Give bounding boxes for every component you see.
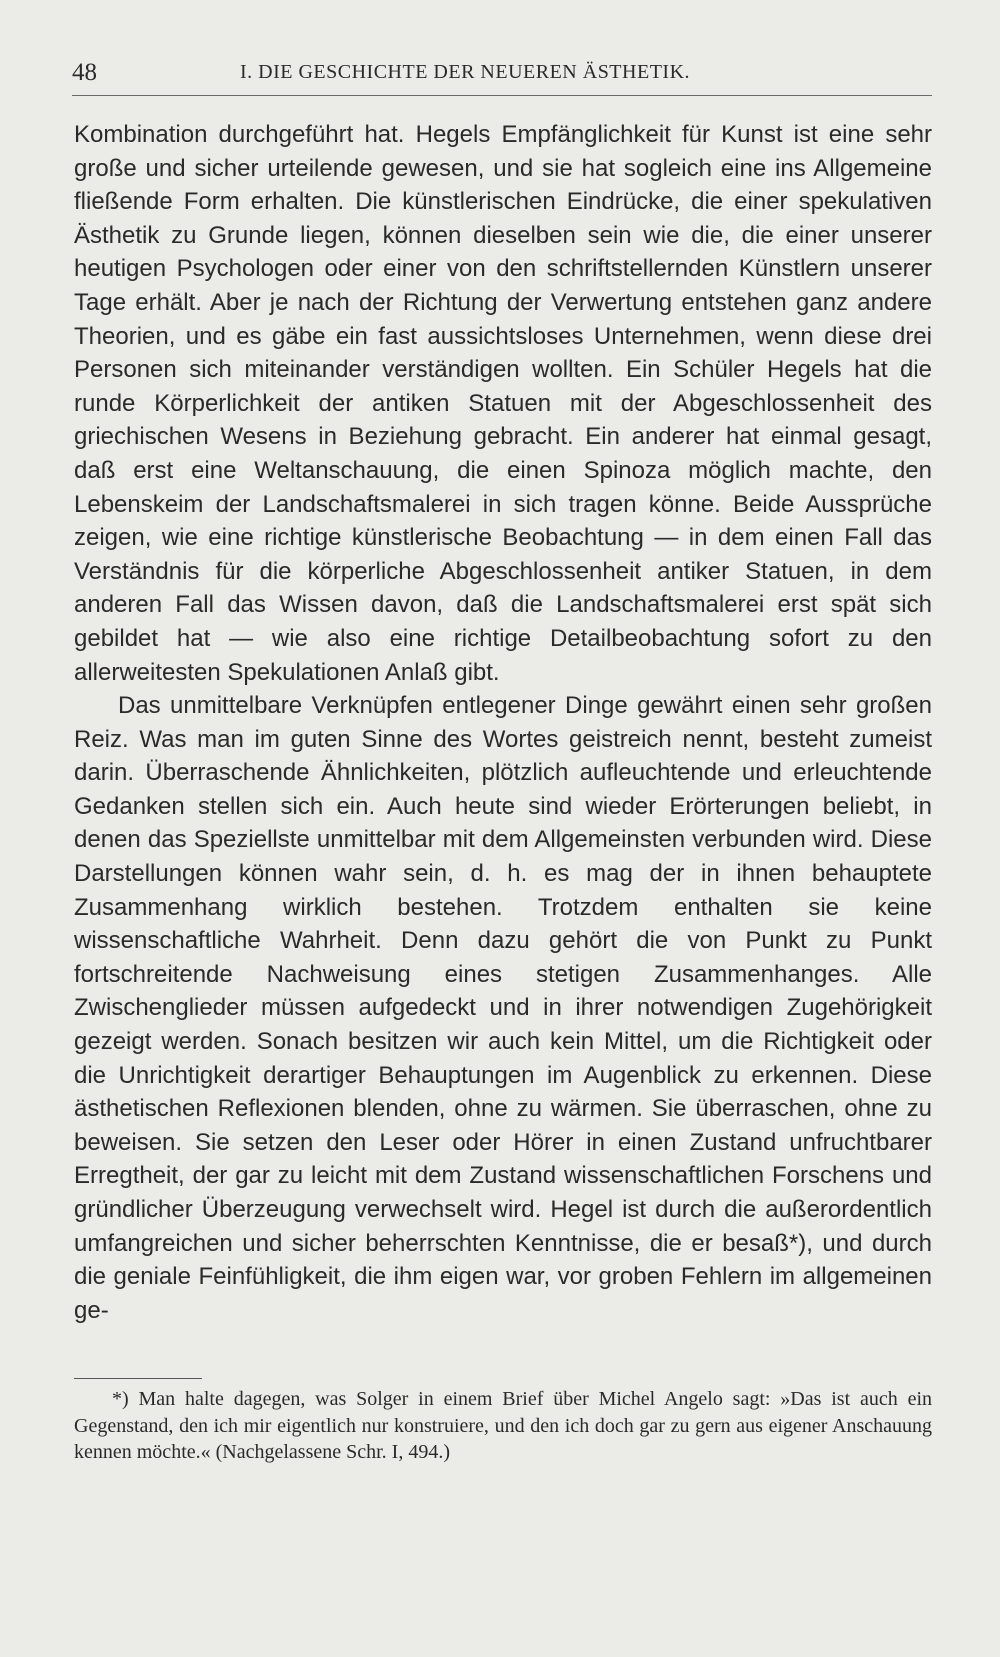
- page-header: [72, 55, 932, 96]
- footnote-divider: [74, 1378, 202, 1379]
- footnote: *) Man halte dagegen, was Solger in einem Brief über Michel Angelo sagt: »Das ist auch ein Gegenstand, den ich mir eigentlich nur konstruiere, und den ich doch gar zu gern aus eigener Anschauung kennen möchte.« (Nachgelassene Schr. I, 494.): [74, 1388, 932, 1463]
- running-title: I. DIE GESCHICHTE DER NEUEREN ÄSTHETIK.: [240, 61, 691, 83]
- main-text: [74, 118, 932, 1327]
- paragraph-1: Kombination durchgeführt hat. Hegels Empfänglichkeit für Kunst ist eine sehr große und sicher urteilende gewesen, und sie hat sogleich eine ins Allgemeine fließende Form erhalten. Die künstlerischen Eindrücke, die einer spekulativen Ästhetik zu Grunde liegen, können dieselben sein wie die, die einer unserer heutigen Psychologen oder einer von den schriftstellernden Künstlern unserer Tage erhält. Aber je nach der Richtung der Verwertung entstehen ganz andere Theorien, und es gäbe ein fast aussichtsloses Unternehmen, wenn diese drei Personen sich miteinander verständigen wollten. Ein Schüler Hegels hat die runde Körperlichkeit der antiken Statuen mit der Abgeschlossenheit des griechischen Wesens in Beziehung gebracht. Ein anderer hat einmal gesagt, daß erst eine Weltanschauung, die einen Spinoza möglich machte, den Lebenskeim der Landschaftsmalerei in sich tragen könne. Beide Aussprüche zeigen, wie eine richtige künstlerische Beobachtung — in dem einen Fall das Verständnis für die körperliche Abgeschlossenheit antiker Statuen, in dem anderen Fall das Wissen davon, daß die Landschaftsmalerei erst spät sich gebildet hat — wie also eine richtige Detailbeobachtung sofort zu den allerweitesten Spekulationen Anlaß gibt.: [74, 121, 932, 686]
- paragraph-2: Das unmittelbare Verknüpfen entlegener Dinge gewährt einen sehr großen Reiz. Was man im guten Sinne des Wortes geistreich nennt, besteht zumeist darin. Überraschende Ähnlichkeiten, plötzlich aufleuchtende und erleuchtende Gedanken stellen sich ein. Auch heute sind wieder Erörterungen beliebt, in denen das Speziellste unmittelbar mit dem Allgemeinsten verbunden wird. Diese Darstellungen können wahr sein, d. h. es mag der in ihnen behauptete Zusammenhang wirklich bestehen. Trotzdem enthalten sie keine wissenschaftliche Wahrheit. Denn dazu gehört die von Punkt zu Punkt fortschreitende Nachweisung eines stetigen Zusammenhanges. Alle Zwischenglieder müssen aufgedeckt und in ihrer notwendigen Zugehörigkeit gezeigt werden. Sonach besitzen wir auch kein Mittel, um die Richtigkeit oder die Unrichtigkeit derartiger Behauptungen im Augenblick zu erkennen. Diese ästhetischen Reflexionen blenden, ohne zu wärmen. Sie überraschen, ohne zu beweisen. Sie setzen den Leser oder Hörer in einen Zustand unfruchtbarer Erregtheit, der gar zu leicht mit dem Zustand wissenschaftlichen Forschens und gründlicher Überzeugung verwechselt wird. Hegel ist durch die außerordentlich umfangreichen und sicher beherrschten Kenntnisse, die er besaß*), und durch die geniale Feinfühligkeit, die ihm eigen war, vor groben Fehlern im allgemeinen ge-: [74, 692, 932, 1324]
- page-number: 48: [72, 59, 97, 86]
